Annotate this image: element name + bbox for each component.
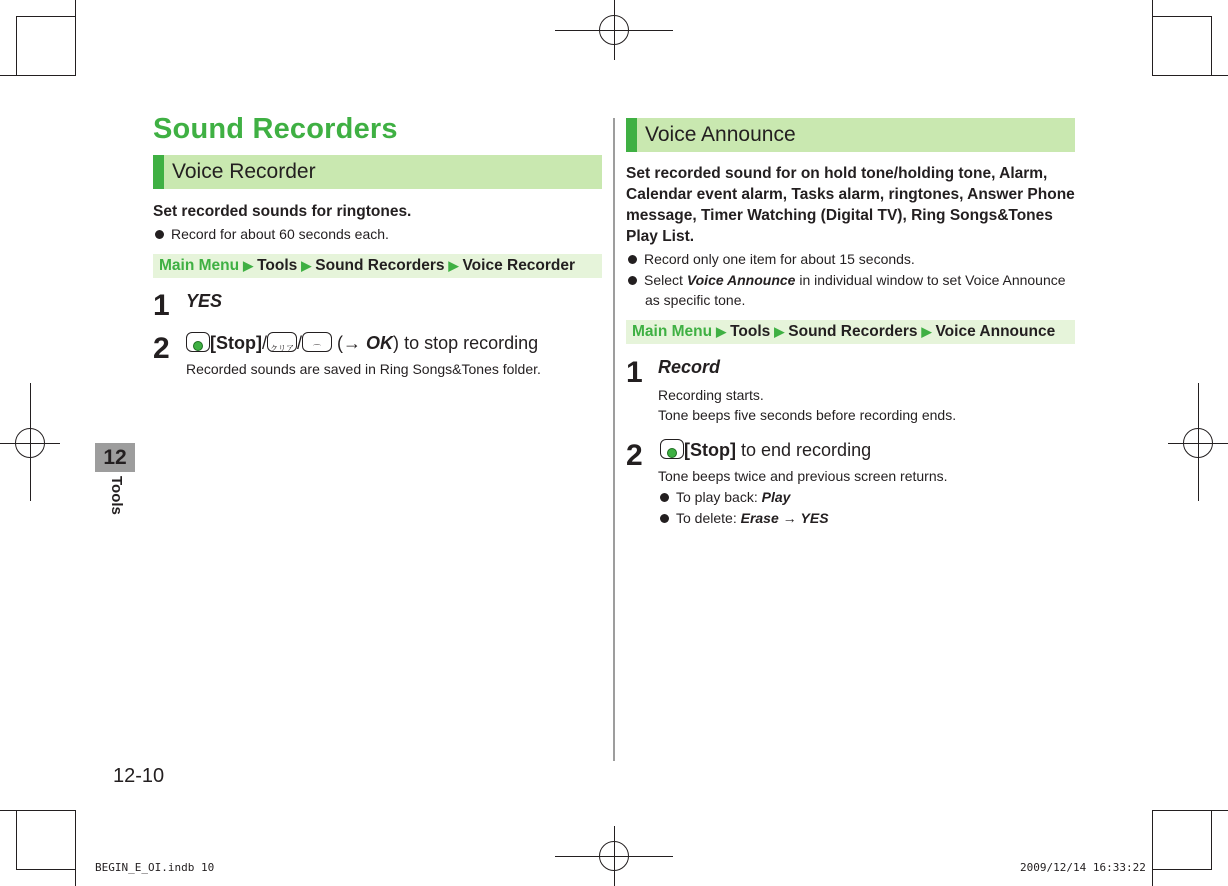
clear-key-icon: クリア <box>267 332 297 352</box>
end-key-icon: ⌒ <box>302 332 332 352</box>
step-instruction: [Stop]/ クリア / ⌒ (→ OK) to stop recording <box>186 331 538 355</box>
step-number: 2 <box>153 332 170 365</box>
menu-path-item: Tools <box>730 323 771 340</box>
bullet-dot-icon <box>155 230 164 239</box>
footer-filename: BEGIN_E_OI.indb 10 <box>95 861 215 874</box>
footer-timestamp: 2009/12/14 16:33:22 <box>1020 861 1146 874</box>
chapter-tab-label: Tools <box>108 476 125 515</box>
section-header-voice-announce: Voice Announce <box>626 118 1075 152</box>
step-instruction: [Stop] to end recording <box>660 438 871 462</box>
chapter-tab-number: 12 <box>95 443 135 472</box>
bullet-item: Record for about 60 seconds each. <box>155 224 595 244</box>
lead-text: Set recorded sounds for ringtones. <box>153 203 412 220</box>
lead-text: Set recorded sound for on hold tone/holding tone, Alarm, Calendar event alarm, Tasks alarm, ringtones, Answer Phone message, Timer Watching (Digital TV), Ring Songs&Tones Play List. <box>626 165 1075 245</box>
menu-path <box>153 254 602 278</box>
bullet-dot-icon <box>628 255 637 264</box>
bullet-dot-icon <box>660 493 669 502</box>
menu-path-item: Voice Recorder <box>462 257 576 274</box>
page-number: 12-10 <box>113 765 165 787</box>
page-title: Sound Recorders <box>153 113 398 145</box>
triangle-right-icon: ▶ <box>243 258 254 273</box>
step-note: Recording starts. <box>658 387 764 403</box>
section-header-voice-recorder: Voice Recorder <box>153 155 602 189</box>
triangle-right-icon: ▶ <box>301 258 312 273</box>
column-divider <box>613 118 615 761</box>
step-note: Tone beeps five seconds before recording ends. <box>658 407 957 423</box>
step-note: Tone beeps twice and previous screen returns. <box>658 468 948 484</box>
bullet-item: To play back: Play <box>660 487 790 507</box>
step-number: 2 <box>626 439 643 472</box>
bullet-item: Record only one item for about 15 seconds. <box>628 249 1073 269</box>
triangle-right-icon: ▶ <box>716 324 727 339</box>
bullet-item: Select Voice Announce in individual window to set Voice Announce as specific tone. <box>628 270 1073 310</box>
center-key-icon <box>186 332 210 352</box>
step-text: Record <box>658 357 721 377</box>
step-note: Recorded sounds are saved in Ring Songs&Tones folder. <box>186 361 541 377</box>
bullet-dot-icon <box>660 514 669 523</box>
triangle-right-icon: ▶ <box>448 258 459 273</box>
menu-path-item: Voice Announce <box>935 323 1056 340</box>
menu-path <box>626 320 1075 344</box>
menu-path-item: Sound Recorders <box>315 257 445 274</box>
bullet-item: To delete: Erase → YES <box>660 508 829 528</box>
step-number: 1 <box>153 289 170 322</box>
bullet-dot-icon <box>628 276 637 285</box>
menu-path-item: Main Menu <box>632 323 713 340</box>
triangle-right-icon: ▶ <box>774 324 785 339</box>
menu-path-item: Tools <box>257 257 298 274</box>
center-key-icon <box>660 439 684 459</box>
triangle-right-icon: ▶ <box>921 324 932 339</box>
menu-path-item: Sound Recorders <box>788 323 918 340</box>
step-text: YES <box>186 291 223 311</box>
step-number: 1 <box>626 356 643 389</box>
menu-path-item: Main Menu <box>159 257 240 274</box>
